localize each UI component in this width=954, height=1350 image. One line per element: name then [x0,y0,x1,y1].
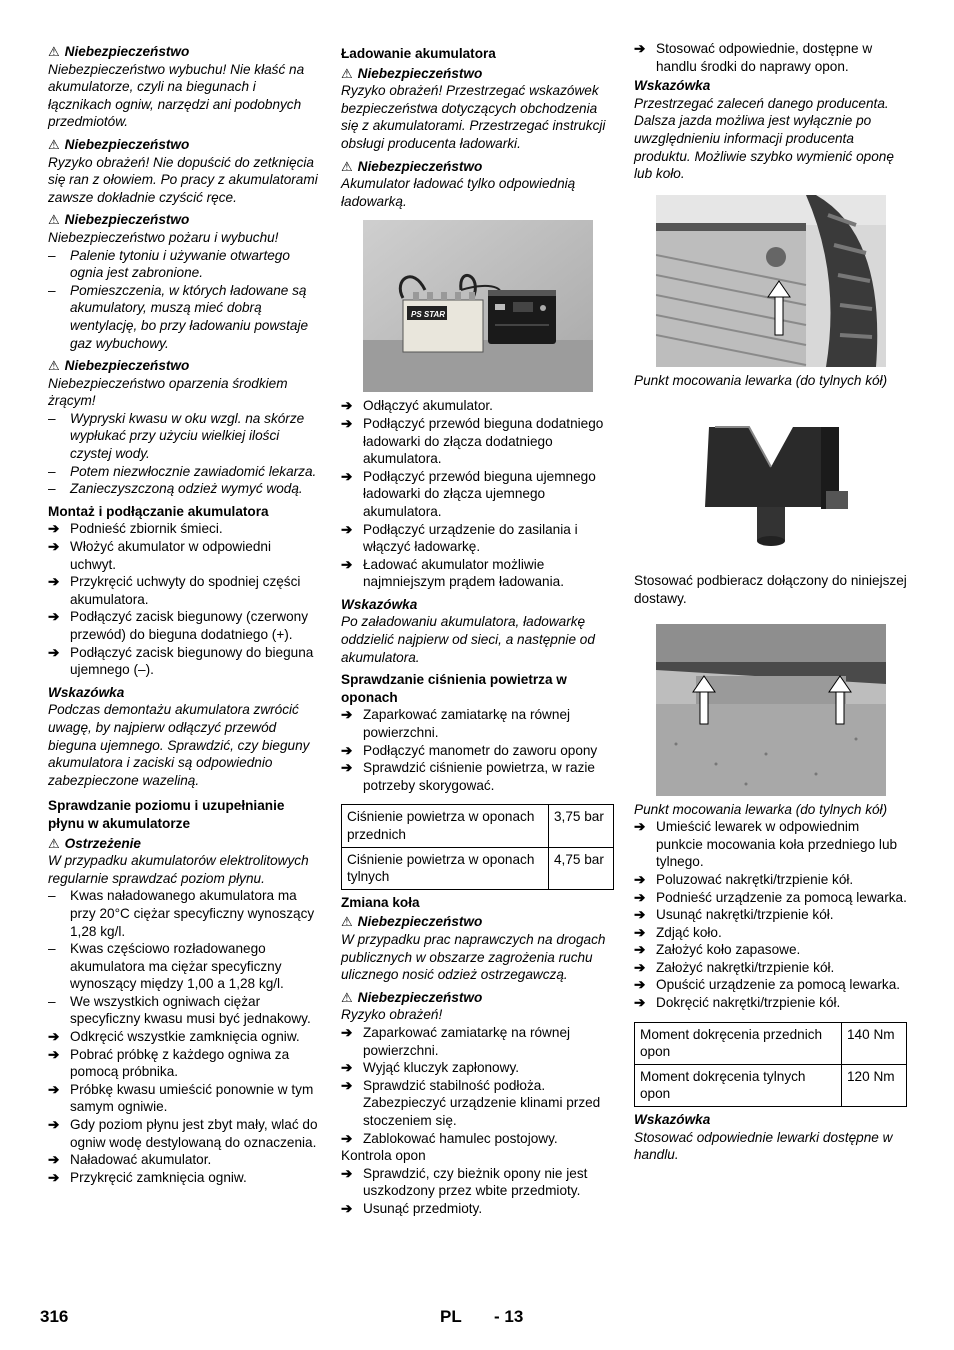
jack-adapter-photo [671,407,871,567]
dash-bullet-icon: – [48,410,56,426]
arrow-icon: ➔ [341,556,353,572]
table-cell: 120 Nm [842,1064,907,1106]
dash-bullet-icon: – [48,247,56,263]
arrow-icon: ➔ [634,924,646,940]
warning-text: Ryzyko obrażeń! Przestrzegać wskazówek bezpieczeństwa dotyczących obchodzenia się z akumulatorami. Przestrzegać instrukcji obsługi producenta ładowarki. [341,83,606,151]
arrow-icon: ➔ [48,1169,60,1185]
arrow-icon: ➔ [341,521,353,537]
arrow-icon: ➔ [341,415,353,431]
warning-triangle-icon: ⚠ [48,835,60,851]
warning-triangle-icon: ⚠ [48,136,60,152]
arrow-icon: ➔ [634,819,646,835]
dash-bullet-icon: – [48,463,56,479]
step-item: ➔ Podłączyć przewód bieguna dodatniego ładowarki do złącza dodatniego akumulatora. [341,415,604,467]
arrow-icon: ➔ [48,609,60,625]
list-item: – Potem niezwłocznie zawiadomić lekarza. [48,463,317,479]
step-item: ➔ Podłączyć zacisk biegunowy (czerwony przewód) do bieguna dodatniego (+). [48,609,308,642]
step-item: ➔ Sprawdzić stabilność podłoża. Zabezpieczyć urządzenie klinami przed stoczeniem się. [341,1077,601,1128]
warning-heading: ⚠ Niebezpieczeństwo [341,65,483,81]
column-2 [341,40,614,1217]
arrow-icon: ➔ [341,1130,353,1146]
tire-pressure-table [341,804,614,889]
step-item: ➔ Sprawdzić, czy bieżnik opony nie jest uszkodzony przez wbite przedmioty. [341,1165,588,1199]
step-item: ➔ Podnieść zbiornik śmieci. [48,521,223,537]
section-heading: Montaż i podłączanie akumulatora [48,503,269,519]
table-cell: Ciśnienie powietrza w oponach tylnych [342,847,549,889]
figure-caption: Punkt mocowania lewarka (do tylnych kół) [634,801,888,817]
figure-caption: Punkt mocowania lewarka (do tylnych kół) [634,372,888,388]
step-item: ➔ Zaparkować zamiatarkę na równej powierzchni. [341,1024,571,1058]
arrow-icon: ➔ [341,1200,353,1216]
dash-bullet-icon: – [48,888,56,904]
language-code: PL [440,1307,462,1326]
step-item: ➔ Odkręcić wszystkie zamknięcia ogniw. [48,1029,300,1045]
step-item: ➔ Gdy poziom płynu jest zbyt mały, wlać do ogniw wodę destylowaną do oznaczenia. [48,1117,318,1150]
warning-text: Ryzyko obrażeń! Nie dopuścić do zetknięcia się ran z ołowiem. Po pracy z akumulatorami zawsze dokładnie czyścić ręce. [48,154,318,205]
step-item: ➔ Podłączyć manometr do zaworu opony [341,742,598,758]
table-cell: Moment dokręcenia tylnych opon [635,1064,842,1106]
rear-jack-point-photo [656,195,886,367]
list-item: – Wypryski kwasu w oku wzgl. na skórze wypłukać przy użyciu wielkiej ilości czystej wody. [48,410,305,462]
warning-heading: ⚠ Niebezpieczeństwo [48,136,190,152]
step-item: ➔ Usunąć przedmioty. [341,1200,483,1216]
step-item: ➔ Usunąć nakrętki/trzpienie kół. [634,907,834,923]
warning-text: Ryzyko obrażeń! [341,1007,443,1023]
charger-icon [488,290,556,344]
arrow-icon: ➔ [634,977,646,993]
arrow-icon: ➔ [48,539,60,555]
table-cell: 3,75 bar [549,805,614,847]
arrow-icon: ➔ [341,760,353,776]
warning-triangle-icon: ⚠ [341,158,353,174]
arrow-icon: ➔ [341,1024,353,1040]
step-item: ➔ Przykręcić uchwyty do spodniej części akumulatora. [48,574,301,607]
arrow-icon: ➔ [634,959,646,975]
arrow-icon: ➔ [341,1165,353,1181]
arrow-icon: ➔ [634,942,646,958]
step-item: ➔ Odłączyć akumulator. [341,398,493,414]
table-cell: 4,75 bar [549,847,614,889]
warning-heading: ⚠ Niebezpieczeństwo [48,212,190,228]
warning-triangle-icon: ⚠ [341,914,353,930]
warning-triangle-icon: ⚠ [48,212,60,228]
table-cell: 140 Nm [842,1022,907,1064]
column-3 [634,40,907,1164]
arrow-icon: ➔ [634,907,646,923]
battery-icon [403,292,483,352]
caution-text: W przypadku akumulatorów elektrolitowych regularnie sprawdzać poziom płynu. [48,853,309,886]
note-text: Podczas demontażu akumulatora zwrócić uwagę, by najpierw odłączyć przewód bieguna ujemnego. Sprawdzić, czy bieguny akumulatora i zaciski są odpowiednio zabezpieczone wazeliną. [48,702,310,788]
warning-heading: ⚠ Niebezpieczeństwo [48,358,190,374]
section-heading: Zmiana koła [341,894,420,910]
torque-table [634,1022,907,1107]
dash-bullet-icon: – [48,941,56,957]
arrow-icon: ➔ [48,1081,60,1097]
step-item: ➔ Stosować odpowiednie, dostępne w handlu środki do naprawy opon. [634,41,873,74]
warning-heading: ⚠ Niebezpieczeństwo [341,158,483,174]
arrow-icon: ➔ [341,1060,353,1076]
warning-text: Niebezpieczeństwo oparzenia środkiem żrącym! [48,375,288,409]
step-item: ➔ Przykręcić zamknięcia ogniw. [48,1169,247,1185]
arrow-icon: ➔ [48,1046,60,1062]
warning-heading: ⚠ Niebezpieczeństwo [341,914,483,930]
step-item: ➔ Poluzować nakrętki/trzpienie kół. [634,871,854,887]
list-item: – Palenie tytoniu i używanie otwartego ognia jest zabronione. [48,247,290,281]
body-text: Stosować podbieracz dołączony do niniejszej dostawy. [634,573,907,606]
arrow-icon: ➔ [341,707,353,723]
step-item: ➔ Założyć nakrętki/trzpienie kół. [634,959,835,975]
warning-heading: ⚠ Niebezpieczeństwo [48,44,190,59]
warning-triangle-icon: ⚠ [48,358,60,374]
section-heading: Ładowanie akumulatora [341,46,496,61]
dash-bullet-icon: – [48,993,56,1009]
step-item: ➔ Umieścić lewarek w odpowiednim punkcie mocowania koła przedniego lub tylnego. [634,819,898,870]
arrow-icon: ➔ [634,995,646,1011]
dash-bullet-icon: – [48,282,56,298]
battery-charger-photo [363,220,593,392]
list-item: – Zanieczyszczoną odzież wymyć wodą. [48,481,303,497]
step-item: ➔ Podłączyć urządzenie do zasilania i włączyć ładowarkę. [341,521,578,555]
warning-text: Akumulator ładować tylko odpowiednią ładowarką. [341,176,576,209]
step-item: ➔ Pobrać próbkę z każdego ogniwa za pomocą próbnika. [48,1046,290,1080]
step-item: ➔ Zaparkować zamiatarkę na równej powierzchni. [341,707,571,741]
arrow-icon: ➔ [48,521,60,537]
step-item: ➔ Zablokować hamulec postojowy. [341,1130,558,1146]
front-jack-point-photo [656,624,886,796]
step-item: ➔ Sprawdzić ciśnienie powietrza, w razie potrzeby skorygować. [341,760,595,793]
list-item: – Kwas częściowo rozładowanego akumulatora ma ciężar specyficzny wynoszący między 1,00 a 1,28 kg/l. [48,941,284,992]
section-heading: Sprawdzanie poziomu i uzupełnianie płynu w akumulatorze [48,798,285,831]
step-item: ➔ Podłączyć zacisk biegunowy do bieguna ujemnego (–). [48,644,314,678]
warning-triangle-icon: ⚠ [341,65,353,81]
page-number: 316 [40,1307,69,1326]
table-row [342,805,614,847]
arrow-icon: ➔ [341,1077,353,1093]
section-heading: Sprawdzanie ciśnienia powietrza w oponach [341,672,567,705]
step-item: ➔ Podnieść urządzenie za pomocą lewarka. [634,889,907,905]
note-heading: Wskazówka [341,596,418,612]
arrow-icon: ➔ [634,41,646,56]
step-item: ➔ Podłączyć przewód bieguna ujemnego ładowarki do złącza ujemnego akumulatora. [341,468,596,519]
warning-text: W przypadku prac naprawczych na drogach publicznych w obszarze zagrożenia ruchu ulicznego nosić odzież ostrzegawczą. [341,931,606,983]
step-item: ➔ Dokręcić nakrętki/trzpienie kół. [634,995,841,1011]
warning-triangle-icon: ⚠ [48,44,60,59]
table-row [635,1064,907,1106]
arrow-icon: ➔ [48,1117,60,1133]
table-row [342,847,614,889]
dash-bullet-icon: – [48,481,56,497]
arrow-icon: ➔ [48,1029,60,1045]
table-row [635,1022,907,1064]
note-heading: Wskazówka [634,78,711,94]
note-heading: Wskazówka [634,1112,711,1128]
note-text: Stosować odpowiednie lewarki dostępne w handlu. [634,1129,893,1163]
arrow-icon: ➔ [48,574,60,590]
list-item: – Kwas naładowanego akumulatora ma przy 20°C ciężar specyficzny wynoszący 1,28 kg/l. [48,888,315,939]
step-item: ➔ Włożyć akumulator w odpowiedni uchwyt. [48,539,271,572]
warning-triangle-icon: ⚠ [341,989,353,1005]
arrow-icon: ➔ [341,742,353,758]
arrow-icon: ➔ [341,398,353,414]
arrow-icon: ➔ [341,468,353,484]
arrow-icon: ➔ [48,644,60,660]
subheading-text: Kontrola opon [341,1148,426,1164]
step-item: ➔ Zdjąć koło. [634,924,722,940]
table-cell: Ciśnienie powietrza w oponach przednich [342,805,549,847]
table-cell: Moment dokręcenia przednich opon [635,1022,842,1064]
caution-heading: ⚠ Ostrzeżenie [48,835,141,851]
step-item: ➔ Opuścić urządzenie za pomocą lewarka. [634,977,901,993]
arrow-icon: ➔ [48,1152,60,1168]
step-item: ➔ Wyjąć kluczyk zapłonowy. [341,1060,520,1076]
section-page-number: - 13 [494,1307,524,1326]
column-1 [48,40,320,1186]
step-item: ➔ Założyć koło zapasowe. [634,942,801,958]
note-heading: Wskazówka [48,684,125,700]
arrow-icon: ➔ [634,889,646,905]
note-text: Po załadowaniu akumulatora, ładowarkę oddzielić najpierw od sieci, a następnie od akumulatora. [341,614,595,665]
list-item: – We wszystkich ogniwach ciężar specyficzny kwasu musi być jednakowy. [48,993,311,1027]
warning-text: Niebezpieczeństwo pożaru i wybuchu! [48,229,279,245]
step-item: ➔ Próbkę kwasu umieścić ponownie w tym samym ogniwie. [48,1081,314,1115]
arrow-icon: ➔ [634,871,646,887]
warning-text: Niebezpieczeństwo wybuchu! Nie kłaść na akumulatorze, czyli na biegunach i łącznikach ogniw, narzędzi ani podobnych przedmiotów. [48,61,305,130]
battery-brand-label: PS STAR [410,310,445,320]
list-item: – Pomieszczenia, w których ładowane są akumulatory, muszą mieć dobrą wentylację, bo przy ładowaniu powstaje gaz wybuchowy. [48,282,309,351]
note-text: Przestrzegać zaleceń danego producenta. Dalsza jazda możliwa jest wyłącznie po uwzględnieniu informacji producenta produktu. Możliwie szybko wymienić oponę lub koło. [634,95,894,182]
warning-heading: ⚠ Niebezpieczeństwo [341,989,483,1005]
step-item: ➔ Ładować akumulator możliwie najmniejszym prądem ładowania. [341,556,564,590]
step-item: ➔ Naładować akumulator. [48,1152,212,1168]
